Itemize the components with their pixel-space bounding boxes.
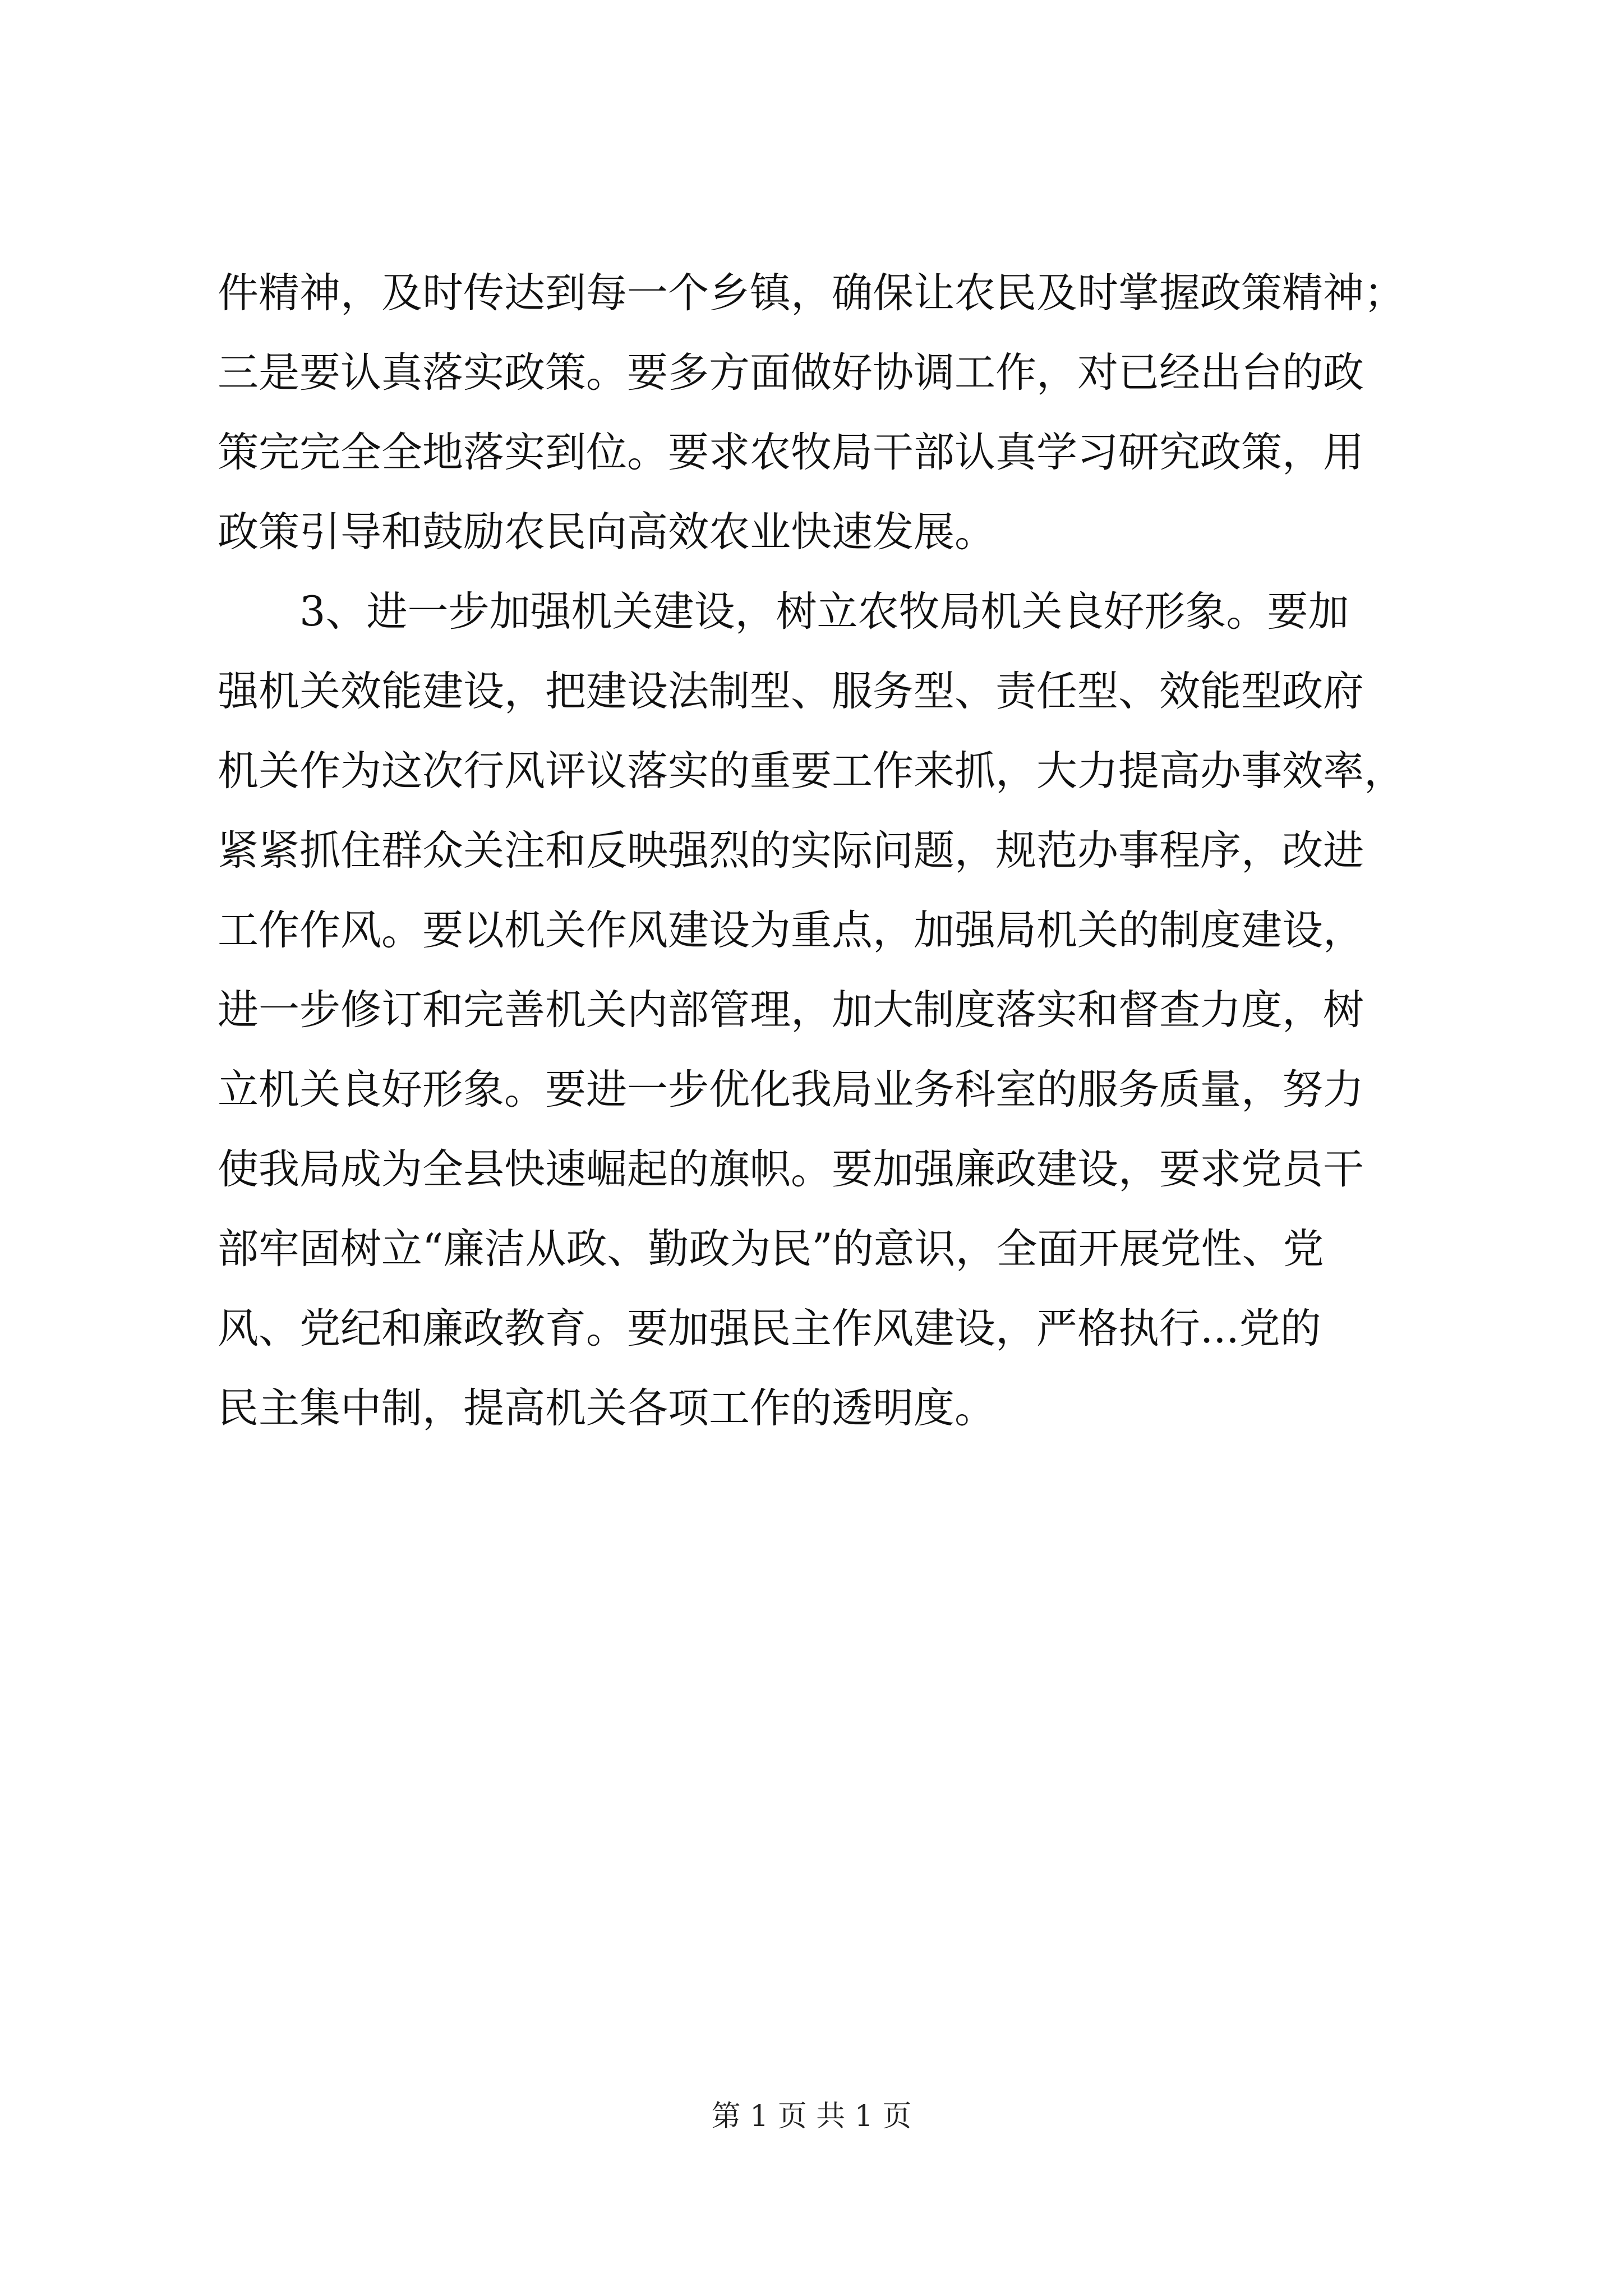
- text-line: 政策引导和鼓励农民向高效农业快速发展。: [218, 508, 995, 556]
- paragraph-start-line: 3、进一步加强机关建设，树立农牧局机关良好形象。要加: [299, 588, 1349, 636]
- text-line: 部牢固树立“廉洁从政、勤政为民”的意识，全面开展党性、党: [218, 1225, 1324, 1273]
- text-line: 进一步修订和完善机关内部管理，加大制度落实和督查力度，树: [218, 986, 1364, 1034]
- text-line: 使我局成为全县快速崛起的旗帜。要加强廉政建设，要求党员干: [218, 1145, 1364, 1193]
- text-line: 强机关效能建设，把建设法制型、服务型、责任型、效能型政府: [218, 668, 1364, 715]
- page-footer: 第 1 页 共 1 页: [711, 2100, 912, 2133]
- body-text: [218, 254, 1418, 1448]
- text-line: 风、党纪和廉政教育。要加强民主作风建设，严格执行...党的: [218, 1305, 1321, 1352]
- text-line: 机关作为这次行风评议落实的重要工作来抓，大力提高办事效率，: [218, 747, 1405, 795]
- text-line: 三是要认真落实政策。要多方面做好协调工作，对已经出台的政: [218, 349, 1364, 397]
- text-line: 工作作风。要以机关作风建设为重点，加强局机关的制度建设，: [218, 907, 1364, 954]
- text-line: 策完完全全地落实到位。要求农牧局干部认真学习研究政策，用: [218, 429, 1364, 476]
- text-line: 紧紧抓住群众关注和反映强烈的实际问题，规范办事程序，改进: [218, 827, 1364, 875]
- text-line: 件精神，及时传达到每一个乡镇，确保让农民及时掌握政策精神；: [218, 269, 1405, 317]
- text-line: 立机关良好形象。要进一步优化我局业务科室的服务质量，努力: [218, 1066, 1364, 1114]
- text-line: 民主集中制，提高机关各项工作的透明度。: [218, 1384, 995, 1432]
